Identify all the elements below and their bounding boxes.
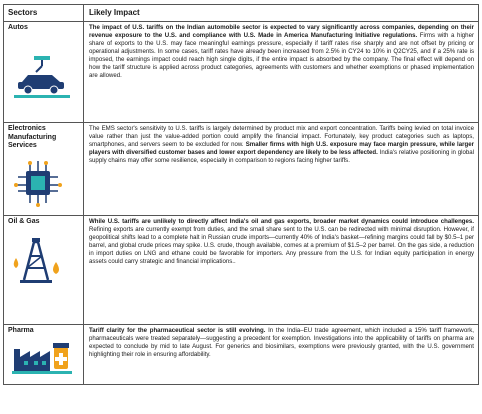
- impact-highlight: While U.S. tariffs are unlikely to directly affect India's oil and gas exports, broader market dynamics could introduce challenges.: [89, 218, 474, 225]
- impact-highlight: Tariff clarity for the pharmaceutical sector is still evolving.: [89, 327, 266, 334]
- impact-body-2: India's relative positioning in global supply chains may offer some resilience, especially in comparison to regions facing higher tariffs.: [89, 149, 474, 165]
- impact-table: [3, 4, 479, 385]
- oil-derrick-icon: [12, 236, 66, 289]
- sector-name: Electronics Manufacturing Services: [8, 125, 57, 150]
- impact-body: The EMS sector's sensitivity to U.S. tariffs is largely determined by product mix and export concentration. Tariffs being levied on total invoice value rather than just the value-added portion could amplify the financial impact. Fortunately, key product categories such as laptops, smartphones, and servers seem to be excluded for now.: [89, 125, 474, 149]
- sector-name: Autos: [8, 24, 28, 31]
- impact-text: [84, 22, 478, 122]
- impact-text: [84, 216, 478, 324]
- table-header-row: [4, 5, 478, 21]
- impact-body: In the India–EU trade agreement, which included a 15% tariff framework, pharmaceuticals were treated separately—suggesting a precedent for exemption. Investigations into the applicability of tariffs on pharma are expected to conclude by mid to late August. For generics and biosimilars, exemptions were previously granted, with the U.S. government highlighting their role in ensuring affordability.: [89, 327, 474, 359]
- table-row-pharma: [4, 324, 478, 384]
- impact-text: [84, 325, 478, 384]
- sector-name: Pharma: [8, 327, 34, 334]
- table-row-ems: [4, 122, 478, 215]
- sector-name: Oil & Gas: [8, 218, 40, 225]
- table-row-autos: [4, 21, 478, 122]
- impact-highlight: The impact of U.S. tariffs on the Indian automobile sector is expected to vary significantly across companies, depending on their revenue exposure to the U.S. and compliance with U.S. Made in America Manufacturing Initiative regulations.: [89, 24, 474, 40]
- impact-highlight: Smaller firms with high U.S. exposure may face margin pressure, while larger players with diversified customer bases and lower export dependency are likely to be less affected.: [89, 141, 474, 157]
- impact-body: Refining exports are currently exempt from duties, and the small share sent to the U.S. can be redirected with minimal disruption. However, if geopolitical shifts lead to a complete halt in Russian crude imports—currently 40% of India's basket—refining margins could fall by $0.5–1 per barrel, and global crude prices may spike. U.S. crude, though available, comes at a premium of $1.5–2 per barrel. On the gas side, a reduction in import duties on LNG and ethane could be favorable for importers. Any pressure from the U.S. for Indian equity participation in energy assets could carry strategic and financial implications..: [89, 226, 474, 266]
- circuit-board-icon: [12, 159, 66, 214]
- header-likely-impact: Likely Impact: [89, 8, 140, 17]
- pharma-factory-icon: [12, 339, 72, 380]
- header-sectors: Sectors: [4, 5, 84, 21]
- impact-body: Firms with a higher share of exports to the U.S. may face meaningful earnings pressure, especially if tariff rates rise sharply and are not offset by pricing or operational adjustments. In some cases, tariff rates have already been increased from 2.5% in CY24 to 10% in Q2CY25, and if a 25% rate is imposed, the earnings impact could reach high single digits, if the entire impact is absorbed by the company. The final effect will depend on how the tariff structure is applied across product categories, agreements with customers and whether exemptions or phased implementation are allowed.: [89, 32, 474, 80]
- table-row-oil-gas: [4, 215, 478, 324]
- car-assembly-icon: [12, 54, 72, 105]
- impact-text: [84, 123, 478, 215]
